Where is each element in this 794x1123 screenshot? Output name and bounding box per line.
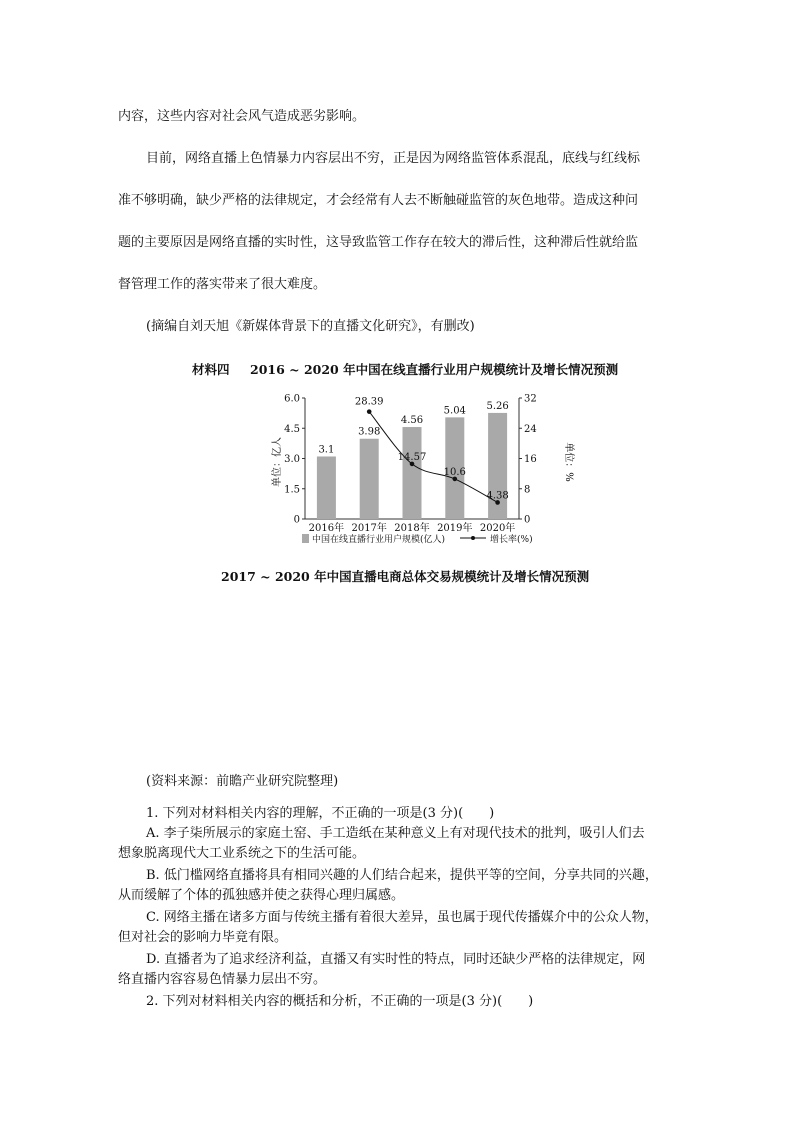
option-a: A. 李子柒所展示的家庭土窑、手工造纸在某种意义上有对现代技术的批判，吸引人们去: [146, 826, 645, 841]
chart1-category-label: 2018年: [394, 523, 430, 534]
chart1-bar-label: 3.1: [318, 444, 335, 456]
chart1-growth-label: 10.6: [443, 466, 466, 478]
paragraph-line: 督管理工作的落实带来了很大难度。: [118, 277, 327, 292]
option-b-cont: 从而缓解了个体的孤独感并使之获得心理归属感。: [118, 888, 405, 903]
chart1-category-label: 2019年: [437, 523, 473, 534]
question-1: 1. 下列对材料相关内容的理解，不正确的一项是(3 分)( ): [146, 806, 495, 821]
chart1-category-label: 2017年: [351, 523, 387, 534]
chart1-right-tick-label: 0: [524, 514, 531, 526]
chart1-title: 2016 ~ 2020 年中国在线直播行业用户规模统计及增长情况预测: [250, 362, 619, 377]
chart1-bar: [403, 427, 422, 519]
chart1-left-tick-label: 6.0: [284, 393, 300, 405]
chart1-growth-point: [367, 409, 372, 414]
chart1-bar-label: 3.98: [358, 426, 381, 438]
paragraph-line: 内容，这些内容对社会风气造成恶劣影响。: [118, 109, 366, 124]
chart1-left-tick-label: 0: [293, 514, 300, 526]
chart1-growth-line: [369, 412, 497, 503]
chart1-growth-label: 28.39: [354, 396, 384, 408]
data-source: (资料来源：前瞻产业研究院整理): [146, 774, 339, 789]
chart1-growth-label: 14.57: [397, 451, 427, 463]
chart1-right-axis-label: 单位：%: [563, 442, 574, 482]
chart1-growth-label: 4.38: [486, 490, 509, 502]
chart1-right-tick-label: 32: [524, 393, 537, 405]
chart1-legend-line-label: 增长率(%): [490, 535, 533, 545]
option-c: C. 网络主播在诸多方面与传统主播有着很大差异，虽也属于现代传播媒介中的公众人物，: [146, 910, 658, 925]
chart1-legend-bar-label: 中国在线直播行业用户规模(亿人): [312, 535, 446, 545]
option-d-cont: 络直播内容容易色情暴力层出不穷。: [118, 972, 327, 987]
question-2: 2. 下列对材料相关内容的概括和分析，不正确的一项是(3 分)( ): [146, 994, 534, 1009]
material-label: 材料四: [192, 362, 230, 377]
chart1-legend-bar-swatch: [302, 534, 309, 543]
option-d: D. 直播者为了追求经济利益，直播又有实时性的特点，同时还缺少严格的法律规定，网: [146, 952, 646, 967]
chart1-svg: [0, 0, 794, 560]
chart1-bar-label: 4.56: [400, 415, 424, 427]
chart1-bar-label: 5.04: [443, 405, 466, 417]
chart1-right-tick-label: 16: [524, 454, 537, 465]
chart1-left-tick-label: 3.0: [284, 454, 300, 465]
chart1-category-label: 2016年: [308, 523, 345, 534]
chart1-right-tick-label: 8: [524, 484, 531, 496]
paragraph-line: 准不够明确，缺少严格的法律规定，才会经常有人去不断触碰监管的灰色地带。造成这种问: [118, 193, 639, 208]
chart1-left-axis-label: 单位：亿人: [272, 437, 283, 487]
chart1-left-tick-label: 4.5: [284, 423, 300, 435]
chart1-bar: [360, 439, 379, 519]
option-a-cont: 想象脱离现代大工业系统之下的生活可能。: [118, 846, 366, 861]
paragraph-line: 目前，网络直播上色情暴力内容层出不穷，正是因为网络监管体系混乱，底线与红线标: [146, 151, 641, 166]
chart1-bar: [317, 456, 336, 519]
chart2-title: 2017 ~ 2020 年中国直播电商总体交易规模统计及增长情况预测: [221, 569, 590, 584]
article-source: (摘编自刘天旭《新媒体背景下的直播文化研究》，有删改): [146, 319, 475, 334]
chart1-legend-line-dot: [471, 536, 475, 540]
chart1-bar-label: 5.26: [486, 400, 509, 412]
chart1-right-tick-label: 24: [524, 423, 537, 435]
option-c-cont: 但对社会的影响力毕竟有限。: [118, 930, 288, 945]
chart1-left-tick-label: 1.5: [284, 484, 300, 496]
option-b: B. 低门槛网络直播将具有相同兴趣的人们结合起来，提供平等的空间，分享共同的兴趣，: [146, 868, 658, 883]
chart1-category-label: 2020年: [479, 523, 516, 534]
paragraph-line: 题的主要原因是网络直播的实时性，这导致监管工作存在较大的滞后性，这种滞后性就给监: [118, 235, 639, 250]
